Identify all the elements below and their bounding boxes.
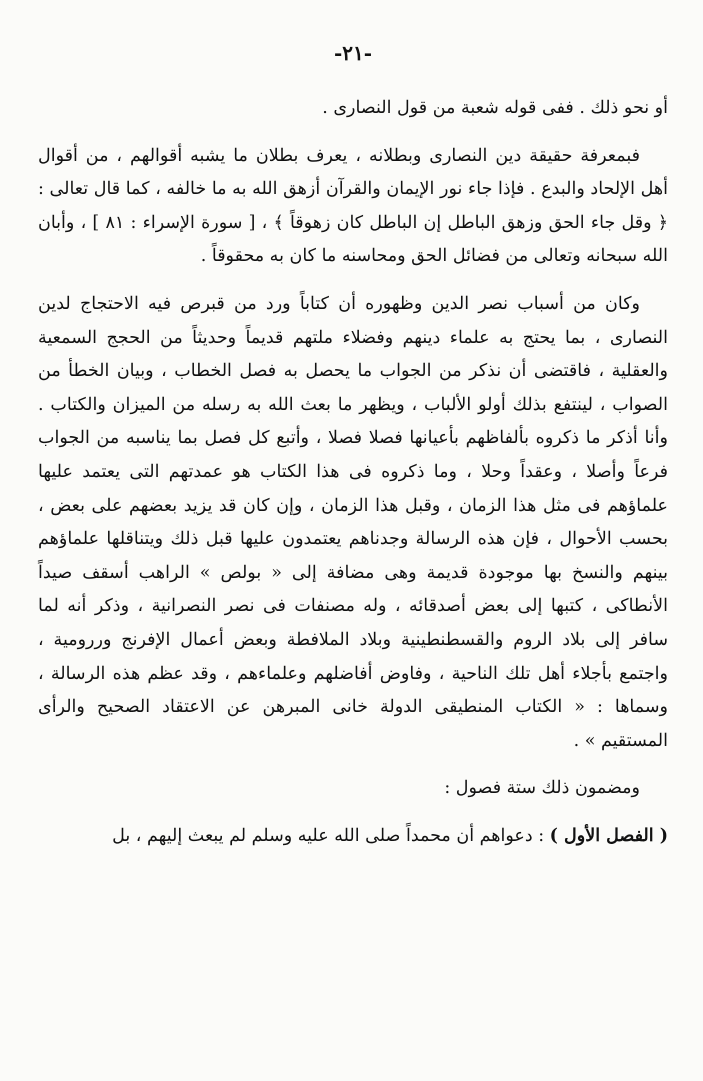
paragraph-3: وكان من أسباب نصر الدين وظهوره أن كتاباً ورد من قبرص فيه الاحتجاج لدين النصارى ، بما يحتج به علماء دينهم وفضلاء ملتهم قديماً وحديثاً من الحجج السمعية والعقلية ، فاقتضى أن نذكر من الجواب ما يحصل به فصل الخطاب ، وبيان الخطأ من الصواب ، لينتفع بذلك أولو الألباب ، ويظهر ما بعث الله به رسله من الميزان والكتاب . وأنا أذكر ما ذكروه بألفاظهم بأعيانها فصلا فصلا ، وأتبع كل فصل بما يناسبه من الجواب فرعاً وأصلا ، وعقداً وحلا ، وما ذكروه فى هذا الكتاب هو عمدتهم التى يعتمد عليها علماؤهم فى مثل هذا الزمان ، وقبل هذا الزمان ، وإن كان قد يزيد بعضهم على بعض ، بحسب الأحوال ، فإن هذه الرسالة وجدناهم يعتمدون عليها قبل ذلك ويتناقلها علماؤهم بينهم والنسخ بها موجودة قديمة وهى مضافة إلى « بولص » الراهب أسقف صيداً الأنطاكى ، كتبها إلى بعض أصدقائه ، وله مصنفات فى نصر النصرانية ، وذكر أنه لما سافر إلى بلاد الروم والقسطنطينية وبلاد الملافطة وبعض أعمال الإفرنج وررومية ، واجتمع بأجلاء أهل تلك الناحية ، وفاوض أفاضلهم وعلماءهم ، وقد عظم هذه الرسالة ، وسماها : « الكتاب المنطيقى الدولة خانى المبرهن عن الاعتقاد الصحيح والرأى المستقيم » . bbox=[38, 293, 668, 751]
page-number: -٢١- bbox=[333, 41, 373, 65]
paragraph-1: أو نحو ذلك . ففى قوله شعبة من قول النصارى . bbox=[322, 98, 668, 118]
paragraph-2: فبمعرفة حقيقة دين النصارى وبطلانه ، يعرف بطلان ما يشبه أقوالهم ، من أقوال أهل الإلحاد والبدع . فإذا جاء نور الإيمان والقرآن أزهق الله به ما خالفه ، كما قال تعالى : ﴿ وقل جاء الحق وزهق الباطل إن الباطل كان زهوقاً ﴾ ، [ سورة الإسراء : ٨١ ] ، وأبان الله سبحانه وتعالى من فضائل الحق ومحاسنه ما كان به محقوقاً . bbox=[38, 145, 669, 267]
paragraph-5-text: : دعواهم أن محمداً صلى الله عليه وسلم لم يبعث إليهم ، بل bbox=[112, 825, 550, 846]
paragraph-5 bbox=[38, 820, 668, 854]
chapter-heading: ( الفصل الأول ) bbox=[549, 825, 668, 846]
document-page bbox=[38, 36, 668, 853]
paragraph-4: ومضمون ذلك ستة فصول : bbox=[444, 778, 640, 799]
